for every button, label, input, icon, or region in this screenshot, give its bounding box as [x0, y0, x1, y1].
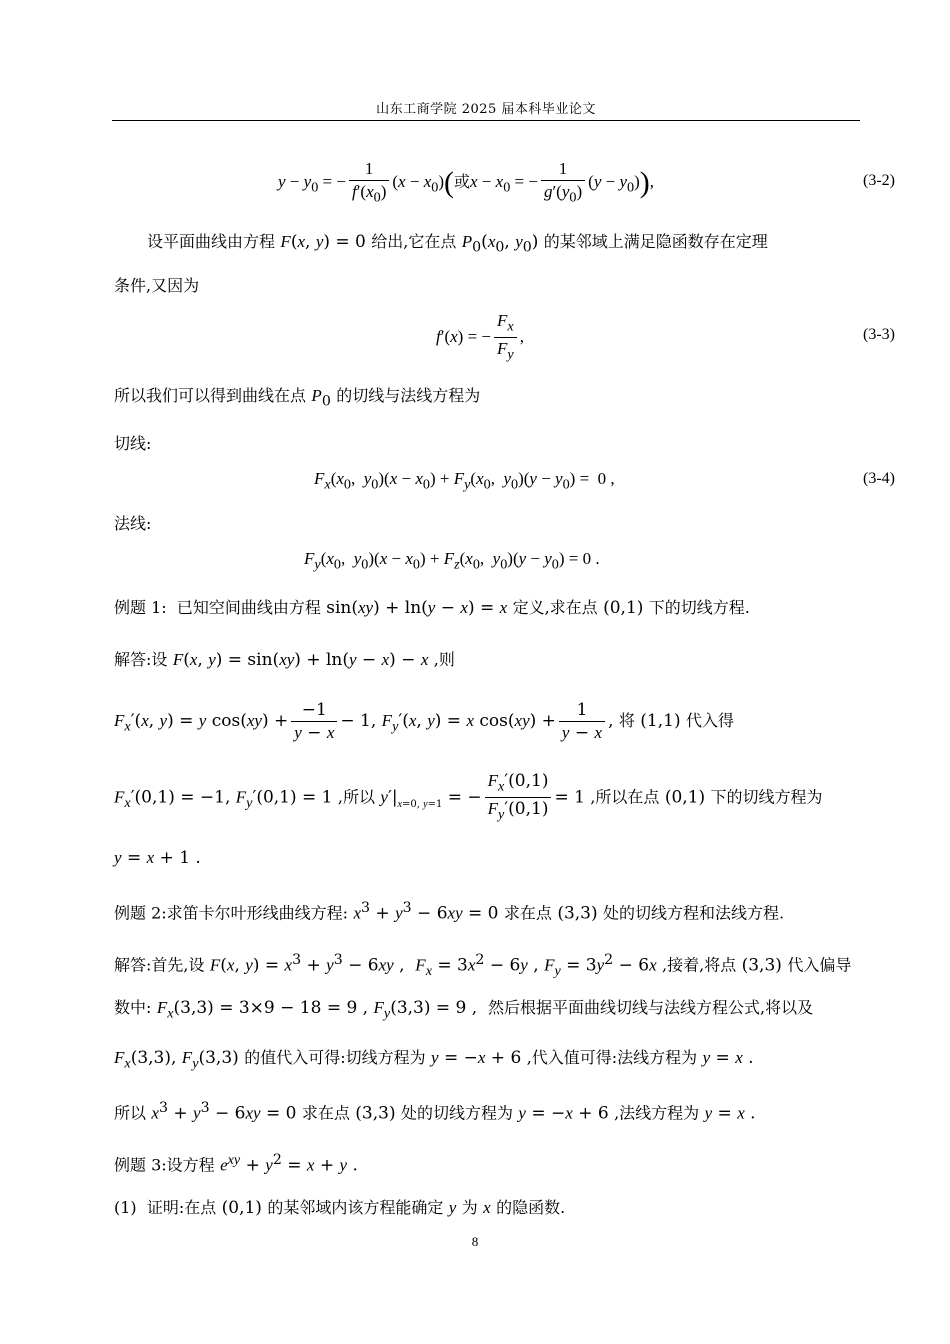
- example1-solution-line2: $F_x'(x$, y) = y cos(xy) + $\frac{-1}{y - x}$ − 1, $F_y'(x$, y) = x cos(xy) + $\frac{1}{y - x}$ , 将 (1,1) 代入得: [114, 700, 735, 743]
- equation-3-3-formula: f′(x) = − $\frac{F_x}{F_y}$ ,: [436, 311, 524, 363]
- example2-solution-line2: 数中: $F_x(3,3) = 3\times 9 - 18 = 9$ , $F_y(3,3) = 9$ , 然后根据平面曲线切线与法线方程公式,将以及: [114, 998, 814, 1022]
- example2-solution-line1: 解答:首先,设 F(x, $y) = x^3 + y^3 - 6xy$ , $F_x = 3x^2 - 6y$ , $F_y = 3y^2 - 6x$ ,接着,将点 (3,3) 代入偏导: [114, 952, 852, 980]
- para1-line2: 条件,又因为: [114, 276, 200, 295]
- para2: 所以我们可以得到曲线在点 $P_0$ 的切线与法线方程为: [114, 386, 481, 410]
- example1-solution-line1: 解答:设 F(x, y) = sin(xy) + ln(y − x) − x ,则: [114, 650, 455, 670]
- equation-3-2-number: (3-2): [863, 172, 895, 189]
- equation-3-4-formula: $F_x(x_0$, $y_0)(x - x_0) + F_y(x_0$, $y_0)(y - y_0) = 0$ ,: [314, 469, 615, 493]
- example1-solution-line4: y = x + 1 .: [114, 848, 201, 868]
- page-header: 山东工商学院 2025 届本科毕业论文: [376, 102, 596, 117]
- example1-solution-line3: $F_x'(0,1) = -1$, $F_y'(0,1) = 1$ ,所以 $y'|_{x=0, y=1}$ = − $\frac{F_x'(0,1)}{F_y'(0,1)}$ = 1 ,所以在点 (0,1) 下的切线方程为: [114, 771, 823, 823]
- example3-part1: (1) 证明:在点 (0,1) 的某邻域内该方程能确定 y 为 x 的隐函数.: [114, 1198, 566, 1218]
- equation-3-4-number: (3-4): [863, 470, 895, 487]
- example2-statement: 例题 2:求笛卡尔叶形线曲线方程: $x^3 + y^3 - 6xy = 0$ 求在点 (3,3) 处的切线方程和法线方程.: [114, 900, 785, 924]
- normal-label: 法线:: [114, 514, 152, 533]
- para1-line1: 设平面曲线由方程 F(x, y) = 0 给出,它在点 $P_0(x_0$, $y_0$) 的某邻域上满足隐函数存在定理: [147, 232, 768, 256]
- page-number: 8: [471, 1234, 479, 1249]
- example1-statement: 例题 1: 已知空间曲线由方程 sin(xy) + ln(y − x) = x 定义,求在点 (0,1) 下的切线方程.: [114, 598, 750, 618]
- equation-3-3-number: (3-3): [863, 326, 895, 343]
- example2-solution-line3: $F_x(3,3)$, $F_y(3,3)$ 的值代入可得:切线方程为 y = −x + 6 ,代入值可得:法线方程为 y = x .: [114, 1048, 754, 1072]
- example2-solution-line4: 所以 $x^3 + y^3 - 6xy = 0$ 求在点 (3,3) 处的切线方程为 y = −x + 6 ,法线方程为 y = x .: [114, 1100, 756, 1124]
- example3-statement: 例题 3:设方程 $e^{xy} + y^2 = x + y$ .: [114, 1152, 358, 1176]
- equation-3-2: [114, 158, 895, 206]
- tangent-label: 切线:: [114, 434, 152, 453]
- normal-equation-formula: $F_y(x_0$, $y_0)(x - x_0) + F_z(x_0$, $y_0)(y - y_0) = 0$ .: [304, 549, 600, 573]
- equation-3-2-formula: $y - y_0$ = − $\frac{1}{f'(x_0)}$ $(x - x_0)$(或$x - x_0$ = − $\frac{1}{g'(y_0)}$ $(y - y_0)$),: [278, 159, 654, 206]
- header-rule: [112, 120, 860, 121]
- equation-3-3: [114, 310, 895, 363]
